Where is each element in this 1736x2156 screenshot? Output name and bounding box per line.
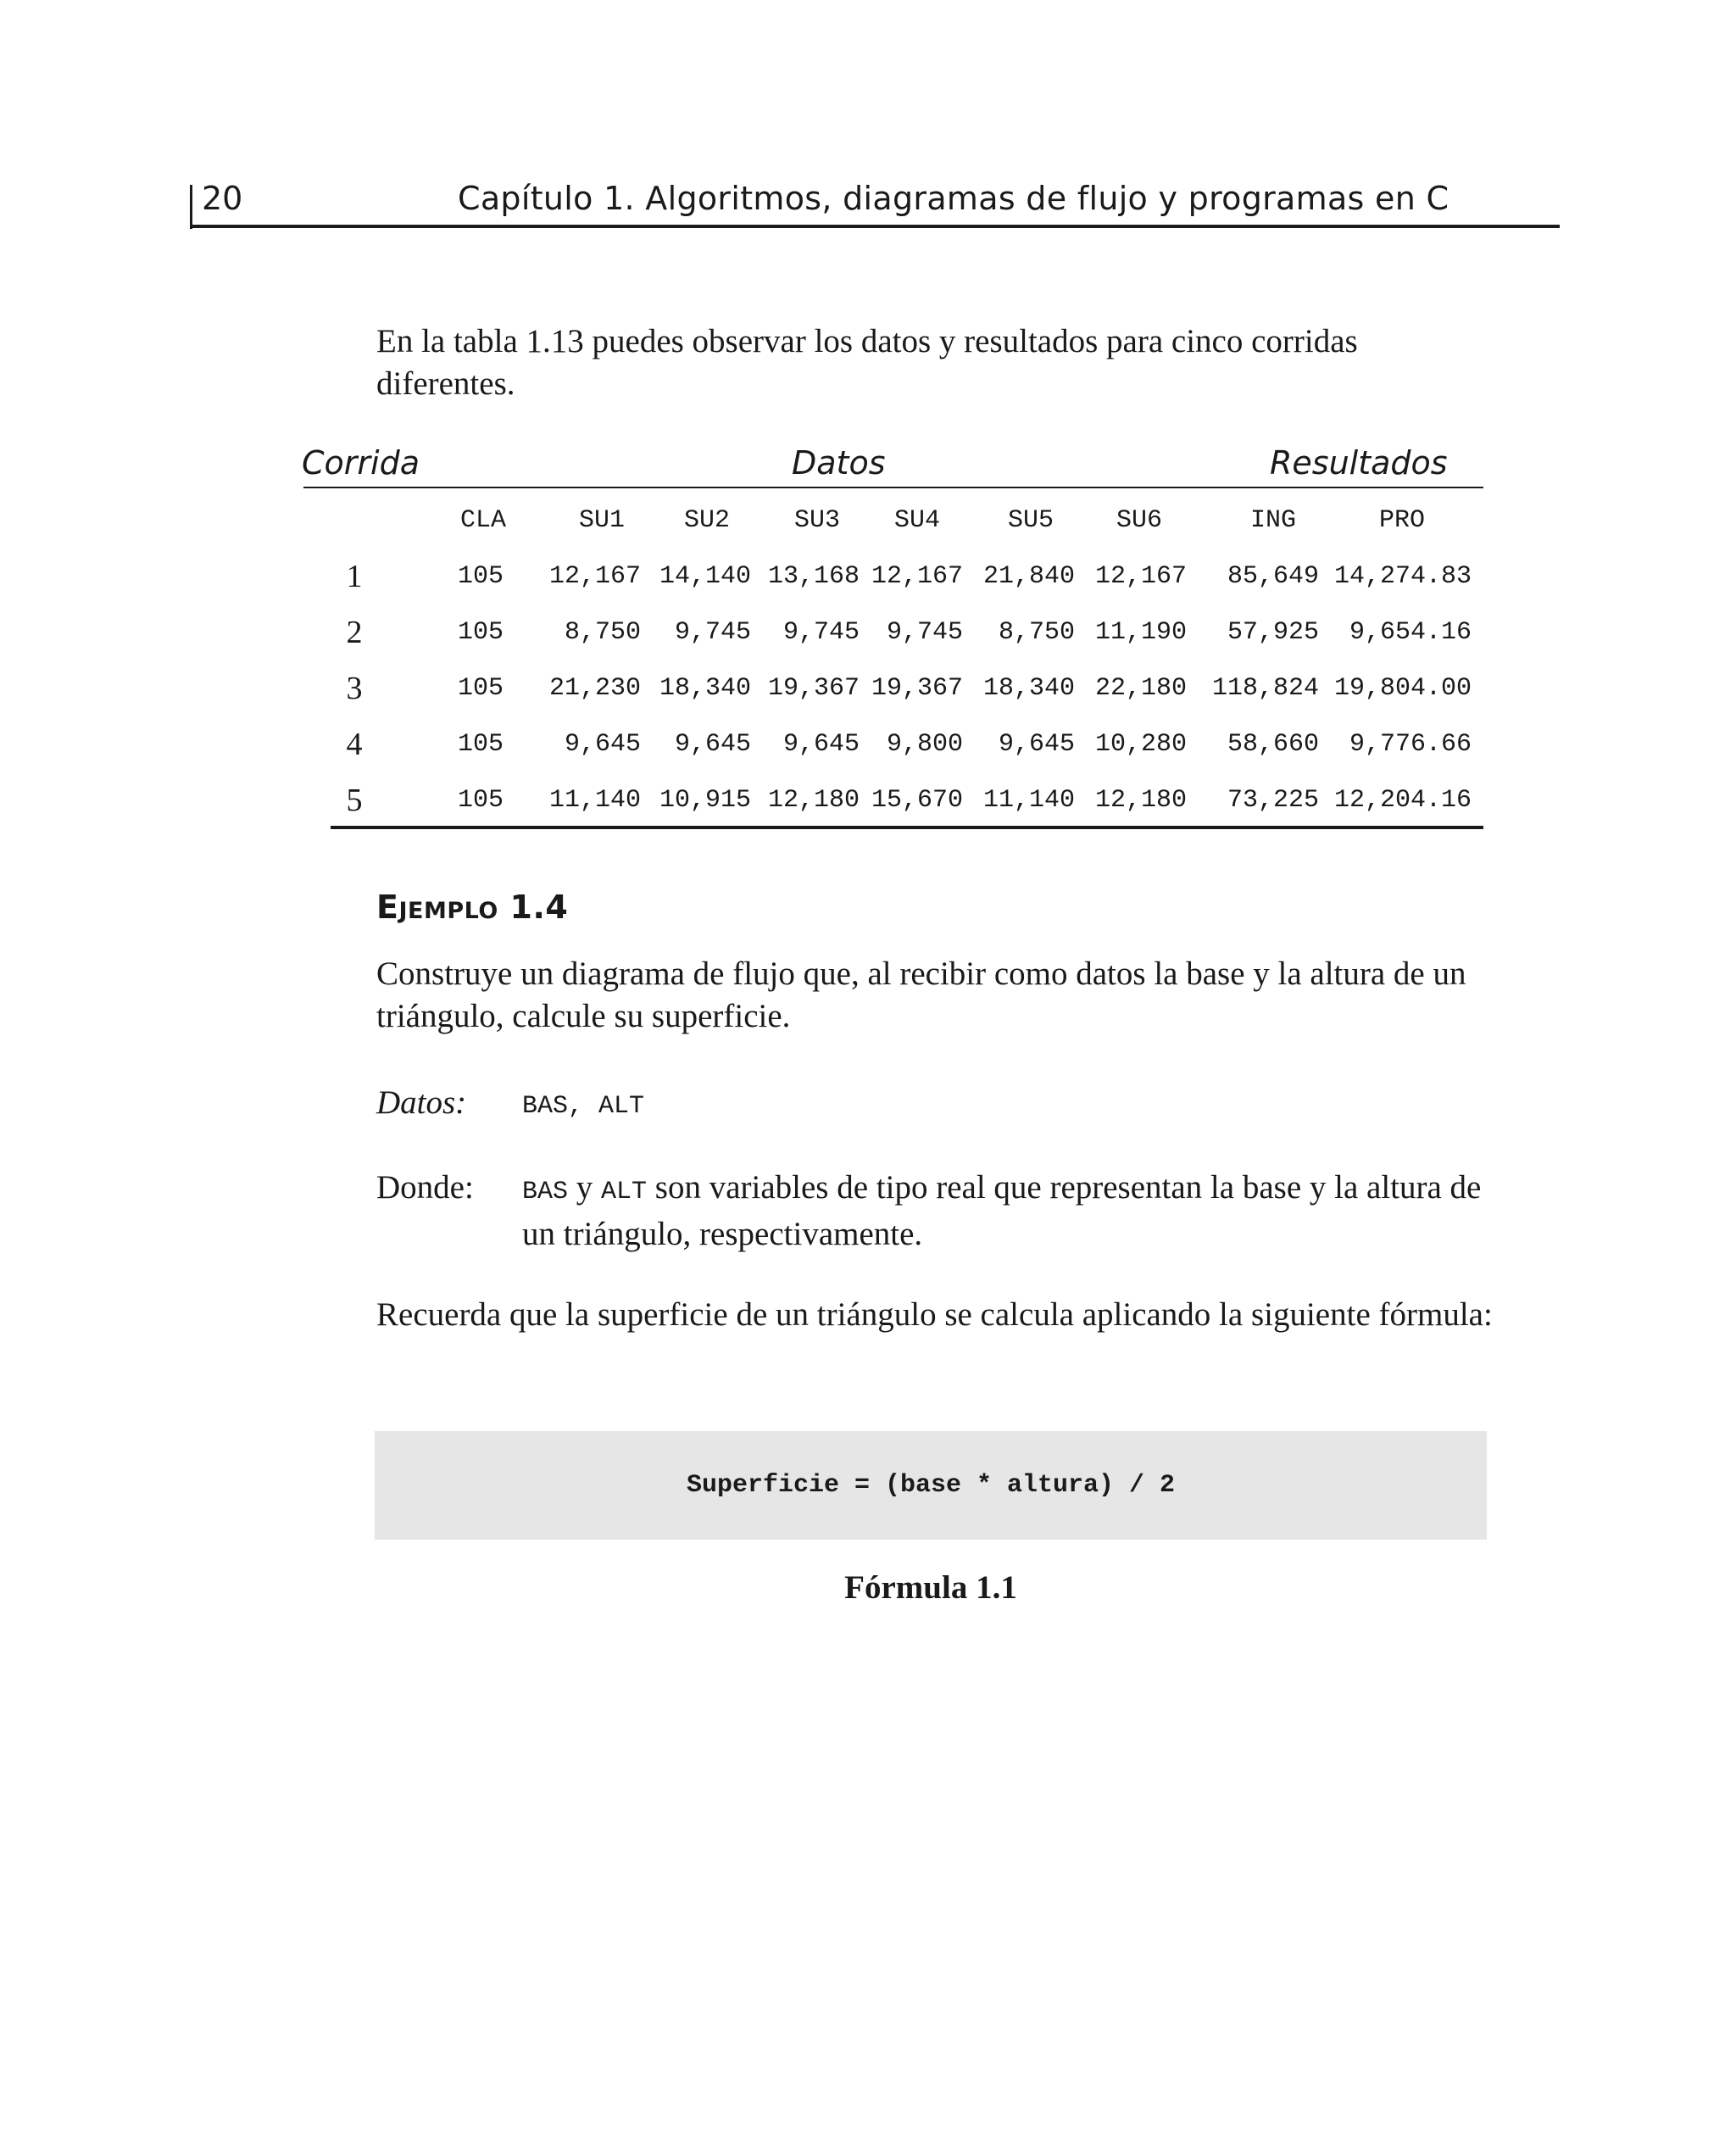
run-number: 3 [346, 671, 363, 706]
table-cell: 21,230 [548, 674, 641, 703]
column-header: SU4 [893, 506, 940, 535]
table-cell: 22,180 [1094, 674, 1187, 703]
table-cell: 18,340 [982, 674, 1075, 703]
table-row [0, 612, 1736, 653]
table-cell: 73,225 [1227, 786, 1319, 815]
table-cell: 18,340 [659, 674, 751, 703]
table-cell: 9,800 [886, 730, 963, 759]
table-cell: 57,925 [1227, 618, 1319, 647]
donde-text: son variables de tipo real que representan la base y la altura de un triángulo, respectivamente. [522, 1169, 1482, 1252]
table-cell: 12,167 [548, 562, 641, 591]
donde-label: Donde: [376, 1169, 474, 1206]
intro-paragraph: En la tabla 1.13 puedes observar los datos y resultados para cinco corridas diferentes. [376, 323, 1358, 402]
table-cell: 8,750 [564, 618, 641, 647]
var-bas: BAS [522, 1178, 569, 1206]
table-cell: 105 [457, 562, 504, 591]
table-cell: 12,204.16 [1333, 786, 1472, 815]
column-header: PRO [1378, 506, 1425, 535]
table-cell: 9,776.66 [1349, 730, 1472, 759]
table-cell: 11,190 [1094, 618, 1187, 647]
table-column-headers [0, 500, 1736, 541]
example-statement: Construye un diagrama de flujo que, al recibir como datos la base y la altura de un triángulo, calcule su superficie. [376, 955, 1466, 1034]
table-cell: 9,745 [674, 618, 751, 647]
column-header: SU6 [1116, 506, 1162, 535]
table-cell: 19,367 [767, 674, 860, 703]
table-cell: 14,140 [659, 562, 751, 591]
table-top-rule [303, 487, 1483, 488]
table-cell: 14,274.83 [1333, 562, 1472, 591]
column-header: SU3 [793, 506, 840, 535]
table-cell: 12,167 [871, 562, 963, 591]
column-header: SU5 [1007, 506, 1054, 535]
header-rule [190, 225, 1560, 228]
table-cell: 12,180 [767, 786, 860, 815]
column-header: CLA [459, 506, 506, 535]
table-row [0, 668, 1736, 709]
formula-text: Superficie = (base * altura) / 2 [686, 1471, 1176, 1500]
table-cell: 9,745 [782, 618, 860, 647]
table-cell: 13,168 [767, 562, 860, 591]
column-header: ING [1249, 506, 1296, 535]
page-number: 20 [202, 180, 243, 217]
datos-label: Datos: [376, 1084, 467, 1121]
header-left-rule [190, 185, 192, 229]
donde-conjunction: y [568, 1169, 602, 1206]
table-cell: 85,649 [1227, 562, 1319, 591]
table-cell: 58,660 [1227, 730, 1319, 759]
table-header-run: Corrida [302, 444, 420, 482]
table-cell: 105 [457, 786, 504, 815]
table-cell: 9,745 [886, 618, 963, 647]
table-cell: 118,824 [1211, 674, 1319, 703]
column-header: SU2 [683, 506, 730, 535]
table-cell: 9,645 [998, 730, 1075, 759]
table-cell: 105 [457, 674, 504, 703]
table-cell: 15,670 [871, 786, 963, 815]
table-row [0, 724, 1736, 765]
table-cell: 12,167 [1094, 562, 1187, 591]
table-cell: 9,645 [674, 730, 751, 759]
var-alt: ALT [601, 1178, 648, 1206]
table-row [0, 780, 1736, 821]
table-cell: 8,750 [998, 618, 1075, 647]
table-cell: 19,367 [871, 674, 963, 703]
table-cell: 105 [457, 618, 504, 647]
datos-value: BAS, ALT [522, 1092, 645, 1121]
table-cell: 21,840 [982, 562, 1075, 591]
table-cell: 10,915 [659, 786, 751, 815]
example-title: Ejemplo 1.4 [376, 889, 569, 926]
formula-reminder: Recuerda que la superficie de un triángulo se calcula aplicando la siguiente fórmula: [376, 1296, 1493, 1333]
donde-description [522, 1167, 1497, 1256]
table-bottom-rule [331, 826, 1483, 829]
run-number: 5 [346, 783, 363, 818]
chapter-title: Capítulo 1. Algoritmos, diagramas de flujo y programas en C [458, 180, 1449, 217]
table-cell: 19,804.00 [1333, 674, 1472, 703]
table-cell: 12,180 [1094, 786, 1187, 815]
table-header-data: Datos [792, 444, 886, 482]
table-cell: 105 [457, 730, 504, 759]
run-number: 2 [346, 615, 363, 650]
table-cell: 9,645 [564, 730, 641, 759]
table-cell: 10,280 [1094, 730, 1187, 759]
table-header-results: Resultados [1270, 444, 1448, 482]
table-cell: 11,140 [548, 786, 641, 815]
table-cell: 11,140 [982, 786, 1075, 815]
table-row [0, 556, 1736, 597]
run-number: 4 [346, 727, 363, 762]
run-number: 1 [346, 559, 363, 594]
table-cell: 9,645 [782, 730, 860, 759]
formula-box [375, 1431, 1487, 1540]
table-cell: 9,654.16 [1349, 618, 1472, 647]
column-header: SU1 [578, 506, 625, 535]
formula-caption: Fórmula 1.1 [844, 1569, 1017, 1606]
